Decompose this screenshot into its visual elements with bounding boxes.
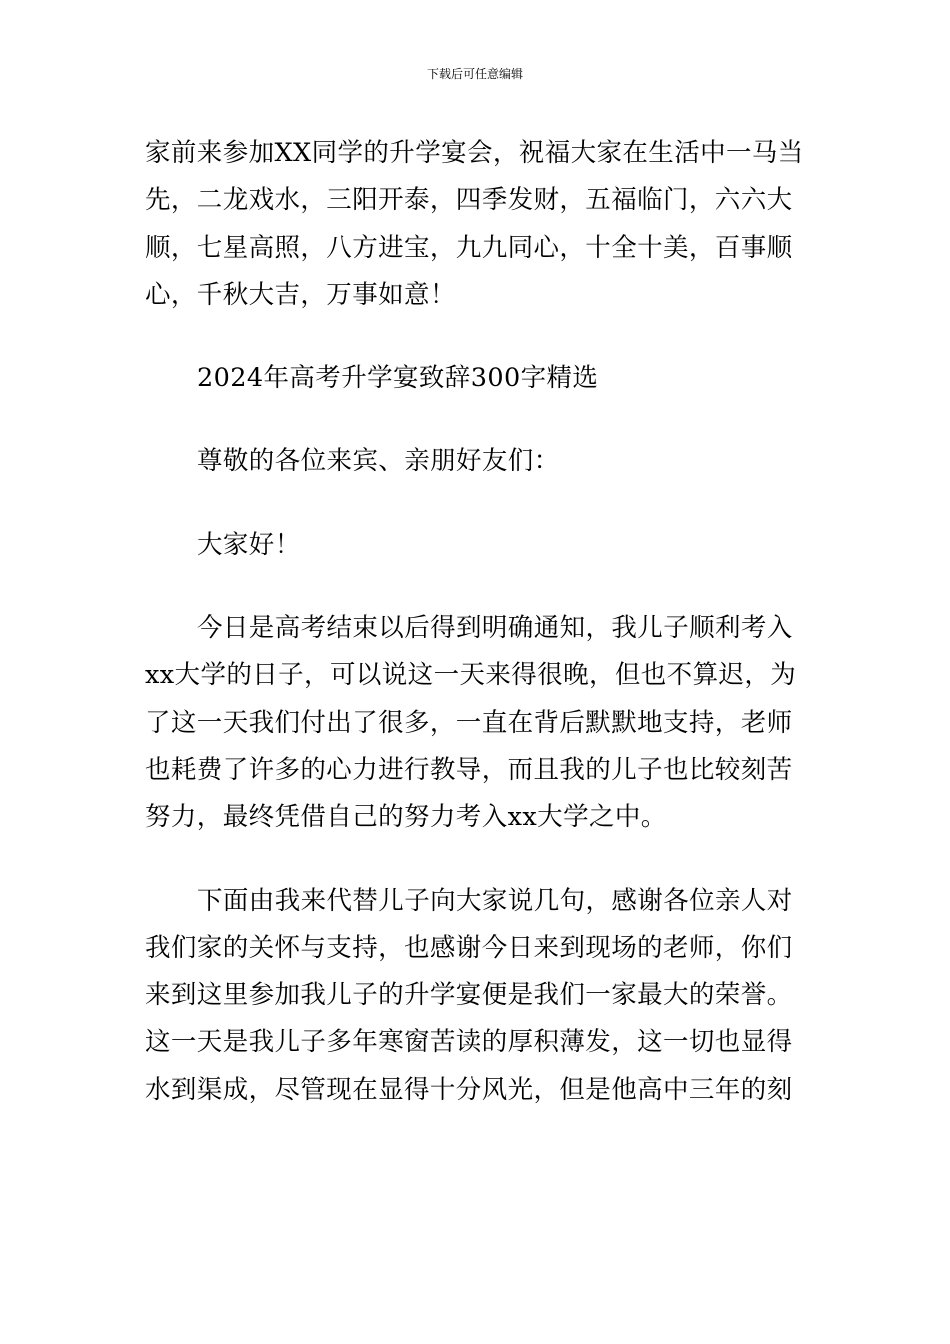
document-body [145, 130, 807, 1114]
paragraph-thanks [145, 878, 807, 1114]
text-line: 顺，七星高照，八方进宝，九九同心，十全十美，百事顺 [145, 232, 793, 263]
text-line: 先，二龙戏水，三阳开泰，四季发财，五福临门，六六大 [145, 185, 793, 216]
paragraph-salutation [145, 438, 807, 485]
text-line: xx大学的日子，可以说这一天来得很晚，但也不算迟，为 [145, 660, 797, 691]
text-line: 来到这里参加我儿子的升学宴便是我们一家最大的荣誉。 [145, 980, 793, 1011]
text-line: 我们家的关怀与支持，也感谢今日来到现场的老师，你们 [145, 932, 793, 963]
text-line: 了这一天我们付出了很多，一直在背后默默地支持，老师 [145, 707, 793, 738]
page-header-note: 下载后可任意编辑 [426, 67, 523, 81]
section-title-text: 2024年高考升学宴致辞300字精选 [197, 363, 599, 394]
text-line: 家前来参加XX同学的升学宴会，祝福大家在生活中一马当 [145, 138, 804, 168]
paragraph-greeting [145, 522, 807, 569]
text-line: 也耗费了许多的心力进行教导，而且我的儿子也比较刻苦 [145, 754, 793, 785]
text-line: 努力，最终凭借自己的努力考入xx大学之中。 [145, 802, 667, 833]
text-line: 这一天是我儿子多年寒窗苦读的厚积薄发，这一切也显得 [145, 1027, 793, 1058]
salutation-text: 尊敬的各位来宾、亲朋好友们： [197, 446, 560, 477]
text-line: 心，千秋大吉，万事如意！ [145, 279, 456, 310]
text-line: 今日是高考结束以后得到明确通知，我儿子顺利考入 [197, 613, 793, 644]
text-line: 水到渠成，尽管现在显得十分风光，但是他高中三年的刻 [145, 1074, 793, 1105]
paragraph-announcement [145, 605, 807, 841]
section-title [145, 355, 807, 402]
text-line: 下面由我来代替儿子向大家说几句，感谢各位亲人对 [197, 885, 793, 916]
greeting-text: 大家好！ [197, 529, 301, 560]
paragraph-blessing [145, 130, 807, 319]
